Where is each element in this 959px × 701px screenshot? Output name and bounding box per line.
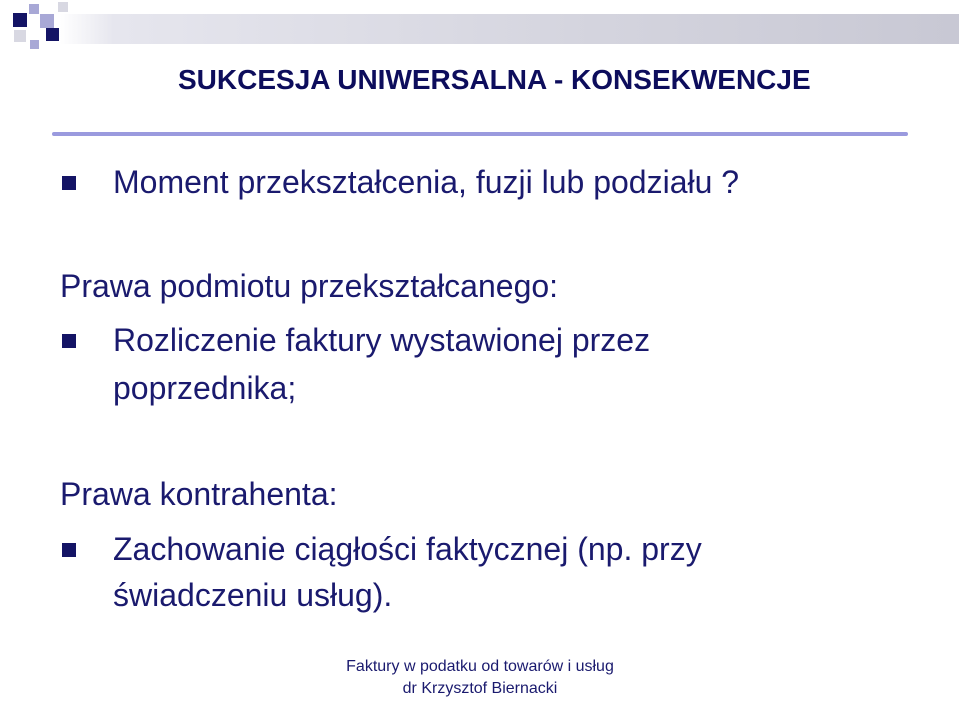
logo-square-lavender-3 [30,40,39,49]
section-heading-kontrahent: Prawa kontrahenta: [60,476,338,512]
bullet-text-zachowanie-line2: świadczeniu usług). [113,577,393,613]
header-band [60,14,959,44]
bullet-square-icon [62,543,76,557]
bullet-square-icon [62,334,76,348]
bullet-square-icon [62,176,76,190]
logo-square-gray-2 [58,2,68,12]
logo-square-gray-1 [14,30,26,42]
logo-square-navy-2 [46,28,59,41]
bullet-text-moment: Moment przekształcenia, fuzji lub podziału ? [113,164,740,200]
logo-square-lavender-1 [29,4,39,14]
logo-square-lavender-2 [40,14,54,28]
title-divider [52,132,908,136]
footer-title: Faktury w podatku od towarów i usług [346,658,614,675]
section-heading-podmiot: Prawa podmiotu przekształcanego: [60,268,559,304]
bullet-text-rozliczenie-line1: Rozliczenie faktury wystawionej przez [113,322,651,358]
logo-square-navy-1 [13,13,27,27]
slide-title: SUKCESJA UNIWERSALNA - KONSEKWENCJE [178,64,811,95]
footer-author: dr Krzysztof Biernacki [402,680,558,697]
bullet-text-zachowanie-line1: Zachowanie ciągłości faktycznej (np. przy [113,531,702,567]
bullet-text-rozliczenie-line2: poprzednika; [113,370,297,406]
